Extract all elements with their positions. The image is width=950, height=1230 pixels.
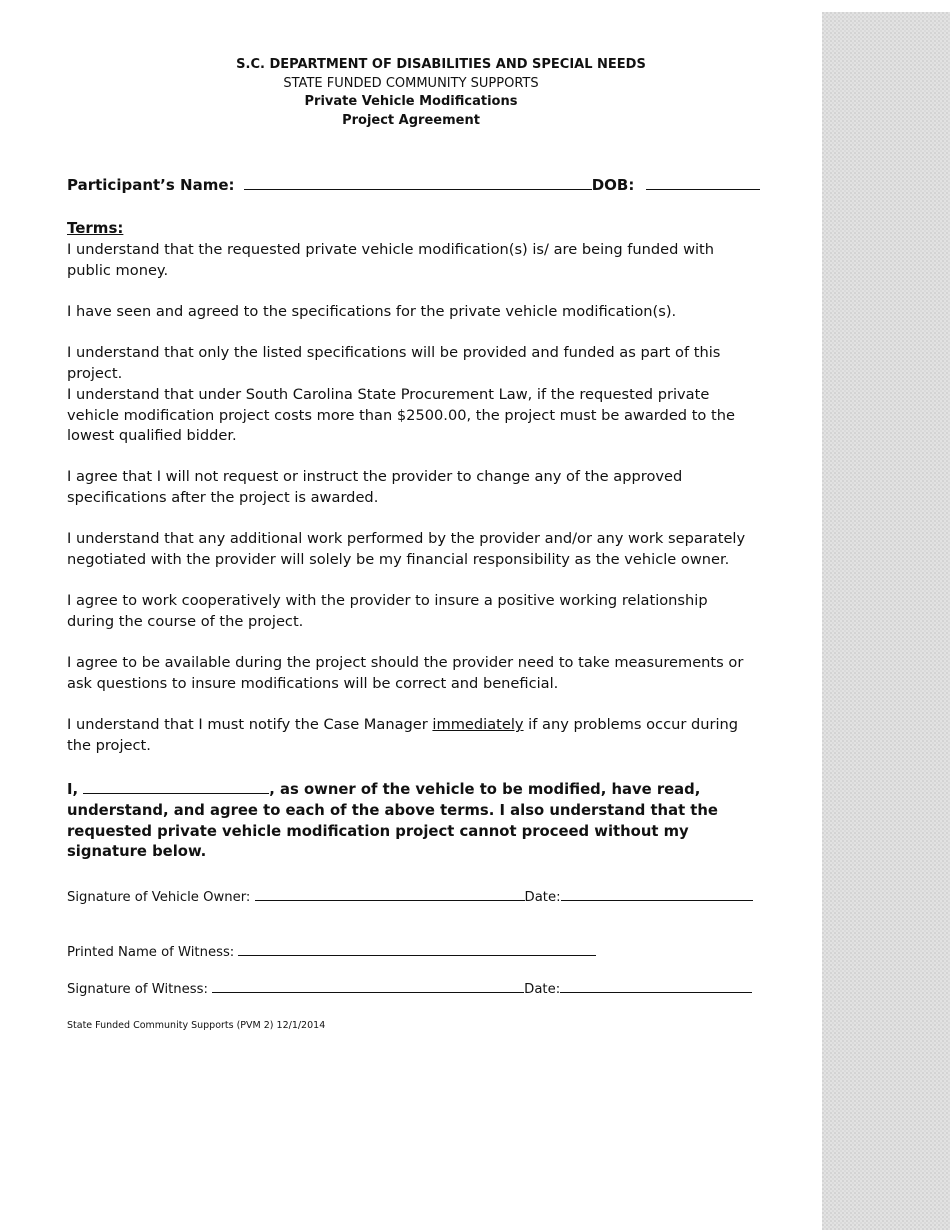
document-subject: Private Vehicle Modifications	[304, 94, 518, 109]
ack-text: , as owner of the vehicle to be modified, have read, understand, and agree to each of the above terms. I also understand that the requested private vehicle modification project cannot proceed without my signature below.	[67, 781, 718, 861]
owner-signature-field[interactable]	[255, 886, 525, 901]
witness-name-row	[67, 941, 596, 960]
document-title: Project Agreement	[342, 112, 480, 128]
term-cooperation: I agree to work cooperatively with the provider to insure a positive working relationship during the course of the project.	[67, 592, 708, 630]
owner-signature-label: Signature of Vehicle Owner:	[67, 890, 251, 905]
participant-name-label: Participant’s Name:	[67, 176, 235, 194]
document-header	[0, 56, 822, 130]
term-procurement-law: I understand that under South Carolina State Procurement Law, if the requested private vehicle modification project costs more than $2500.00, the project must be awarded to the lowest qualified bidder.	[67, 386, 735, 445]
witness-date-field[interactable]	[560, 978, 752, 993]
owner-signature-row	[67, 886, 753, 905]
participant-name-field[interactable]	[244, 175, 592, 190]
witness-signature-row	[67, 978, 752, 997]
term-public-funding: I understand that the requested private vehicle modification(s) is/ are being funded with public money.	[67, 241, 715, 279]
witness-signature-field[interactable]	[212, 978, 524, 993]
owner-date-field[interactable]	[561, 886, 753, 901]
dob-field[interactable]	[646, 175, 760, 190]
form-footer: State Funded Community Supports (PVM 2) 12/1/2014	[67, 1020, 326, 1031]
owner-name-field[interactable]	[83, 779, 269, 794]
term-additional-work: I understand that any additional work performed by the provider and/or any work separately negotiated with the provider will solely be my financial responsibility as the vehicle owner.	[67, 530, 746, 568]
owner-acknowledgement	[67, 779, 757, 863]
witness-name-label: Printed Name of Witness:	[67, 945, 235, 960]
program-name: STATE FUNDED COMMUNITY SUPPORTS	[283, 75, 539, 91]
agency-name: S.C. DEPARTMENT OF DISABILITIES AND SPECIAL NEEDS	[236, 57, 646, 72]
term-specifications-agreed: I have seen and agreed to the specifications for the private vehicle modification(s).	[67, 303, 677, 320]
witness-date-label: Date:	[524, 982, 561, 997]
term-listed-specifications: I understand that only the listed specifications will be provided and funded as part of this project.	[67, 344, 721, 382]
witness-signature-label: Signature of Witness:	[67, 982, 208, 997]
term-notify-case-manager	[67, 715, 757, 756]
side-panel-background	[822, 12, 950, 1230]
owner-date-label: Date:	[524, 890, 561, 905]
term-availability: I agree to be available during the project should the provider need to take measurements or ask questions to insure modifications will be correct and beneficial.	[67, 654, 744, 692]
witness-name-field[interactable]	[238, 941, 596, 956]
term-notify-text-end: if any problems occur during the project.	[67, 716, 739, 754]
ack-prefix: I,	[67, 781, 84, 798]
dob-label: DOB:	[591, 176, 635, 194]
participant-row	[67, 175, 760, 194]
term-notify-emphasis: immediately	[432, 716, 524, 733]
term-notify-text-start: I understand that I must notify the Case Manager	[67, 716, 433, 733]
terms-heading: Terms:	[67, 219, 124, 237]
term-no-changes: I agree that I will not request or instruct the provider to change any of the approved specifications after the project is awarded.	[67, 468, 683, 506]
